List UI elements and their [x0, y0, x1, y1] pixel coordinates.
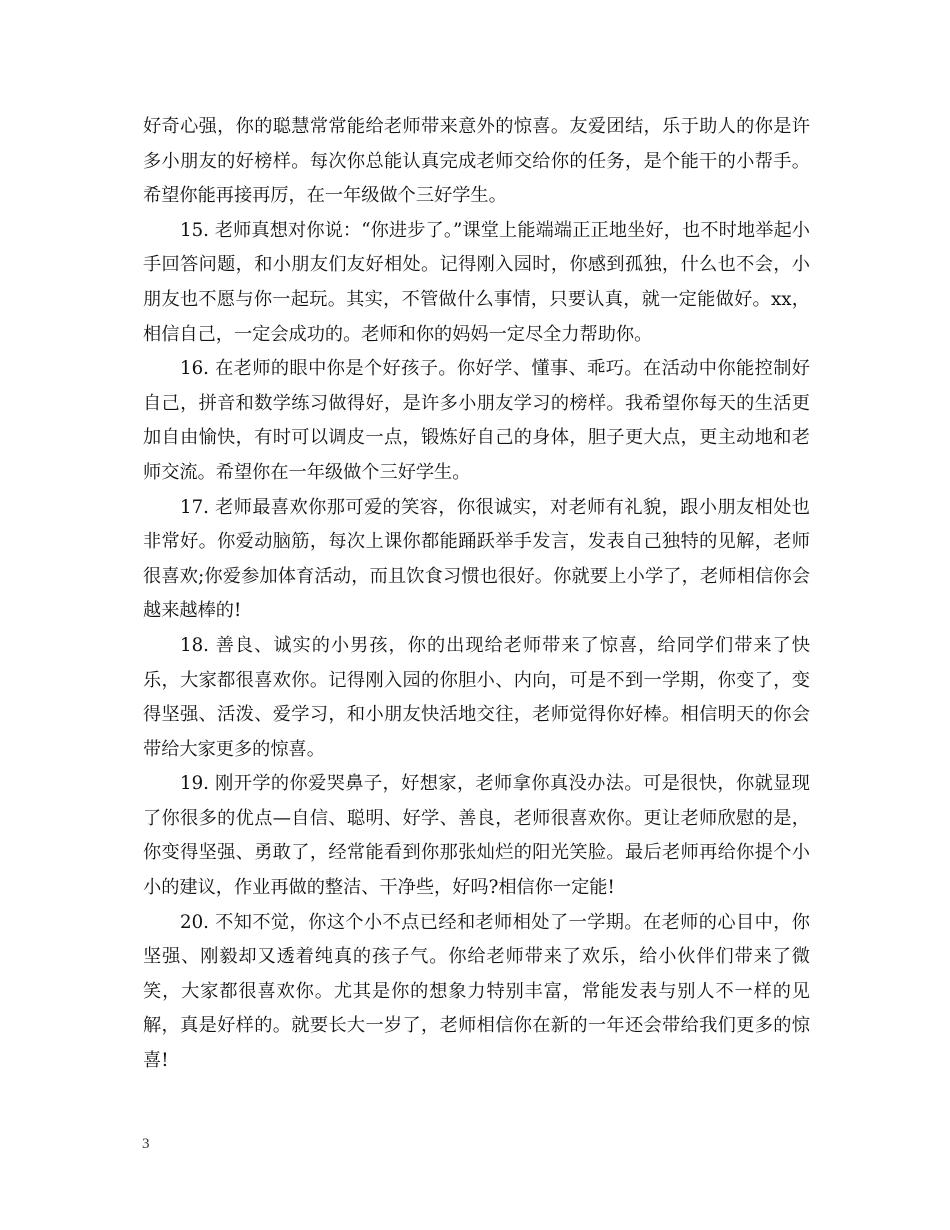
comment-paragraph-19: 19. 刚开学的你爱哭鼻子，好想家，老师拿你真没办法。可是很快，你就显现了你很多的优点—自信、聪明、好学、善良，老师很喜欢你。更让老师欣慰的是，你变得坚强、勇敢了，经常能看到你那张灿烂的阳光笑脸。最后老师再给你提个小小的建议，作业再做的整洁、干净些，好吗?相信你一定能! — [143, 773, 810, 899]
comment-paragraph-15: 15. 老师真想对你说：“你进步了。”课堂上能端端正正地坐好，也不时地举起小手回答问题，和小朋友们友好相处。记得刚入园时，你感到孤独，什么也不会，小朋友也不愿与你一起玩。其实，不管做什么事情，只要认真，就一定能做好。xx，相信自己，一定会成功的。老师和你的妈妈一定尽全力帮助你。 — [143, 219, 810, 345]
comment-paragraph-18: 18. 善良、诚实的小男孩，你的出现给老师带来了惊喜，给同学们带来了快乐，大家都很喜欢你。记得刚入园的你胆小、内向，可是不到一学期，你变了，变得坚强、活泼、爱学习，和小朋友快活地交往，老师觉得你好棒。相信明天的你会带给大家更多的惊喜。 — [143, 634, 810, 760]
document-body — [143, 110, 810, 1079]
continuation-paragraph: 好奇心强，你的聪慧常常能给老师带来意外的惊喜。友爱团结，乐于助人的你是许多小朋友的好榜样。每次你总能认真完成老师交给你的任务，是个能干的小帮手。希望你能再接再厉，在一年级做个三好学生。 — [143, 116, 810, 207]
page-number: 3 — [142, 1136, 150, 1152]
comment-paragraph-20: 20. 不知不觉，你这个小不点已经和老师相处了一学期。在老师的心目中，你坚强、刚毅却又透着纯真的孩子气。你给老师带来了欢乐，给小伙伴们带来了微笑，大家都很喜欢你。尤其是你的想象力特别丰富，常能发表与别人不一样的见解，真是好样的。就要长大一岁了，老师相信你在新的一年还会带给我们更多的惊喜! — [143, 911, 810, 1072]
comment-paragraph-16: 16. 在老师的眼中你是个好孩子。你好学、懂事、乖巧。在活动中你能控制好自己，拼音和数学练习做得好，是许多小朋友学习的榜样。我希望你每天的生活更加自由愉快，有时可以调皮一点，锻炼好自己的身体，胆子更大点，更主动地和老师交流。希望你在一年级做个三好学生。 — [143, 358, 810, 483]
comment-paragraph-17: 17. 老师最喜欢你那可爱的笑容，你很诚实，对老师有礼貌，跟小朋友相处也非常好。你爱动脑筋，每次上课你都能踊跃举手发言，发表自己独特的见解，老师很喜欢;你爱参加体育活动，而且饮食习惯也很好。你就要上小学了，老师相信你会越来越棒的! — [143, 496, 810, 622]
